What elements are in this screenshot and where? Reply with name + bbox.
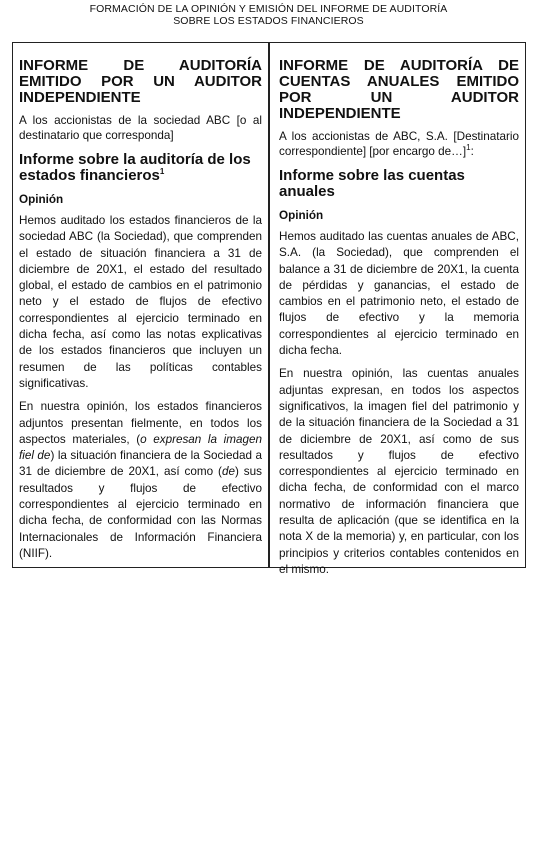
header-line-1: FORMACIÓN DE LA OPINIÓN Y EMISIÓN DEL INFORME DE AUDITORÍA (89, 3, 448, 15)
left-addressee: A los accionistas de la sociedad ABC [o al destinatario que corresponda] (19, 114, 262, 142)
column-divider-rule (269, 42, 270, 568)
left-section-title (19, 152, 262, 184)
left-section-title-text: Informe sobre la auditoría de los estados financieros (19, 151, 251, 184)
right-addressee (279, 129, 519, 159)
left-subheading: Opinión (19, 193, 64, 206)
left-paragraph-2-part-e: ) sus resultados y flujos de efectivo correspondientes al ejercicio terminado en dicha fecha, de conformidad con las Normas Internacionales de Información Financiera (NIIF). (19, 465, 262, 560)
page-header (0, 0, 537, 38)
right-addressee-footnote: 1 (466, 143, 471, 153)
left-report-title: INFORME DE AUDITORÍA EMITIDO POR UN AUDITOR INDEPENDIENTE (19, 57, 262, 106)
left-section-footnote: 1 (159, 167, 165, 176)
left-paragraph-2-italic-1: o expresan la imagen fiel de (19, 432, 262, 463)
right-paragraph-2: En nuestra opinión, las cuentas anuales adjuntas expresan, en todos los aspectos significativos, la imagen fiel del patrimonio y de la situación financiera de la Sociedad a 31 de diciembre de 20X1, así como de sus resultados y flujos de efectivo correspondientes al ejercicio terminado en dicha fecha, de conformidad con el marco normativo de información financiera que resulta de aplicación (que se identifica en la nota X de la memoria) y, en particular, con los principios y criterios contables contenidos en el mismo. (279, 367, 519, 576)
right-section-title: Informe sobre las cuentas anuales (279, 167, 465, 200)
right-subheading: Opinión (279, 209, 324, 222)
left-paragraph-2-part-a: En nuestra opinión, los estados financieros adjuntos presentan fielmente, en todos los aspectos materiales, ( (19, 400, 262, 446)
right-paragraph-1: Hemos auditado las cuentas anuales de ABC, S.A. (la Sociedad), que comprenden el balance a 31 de diciembre de 20X1, la cuenta de pérdidas y ganancias, el estado de cambios en el patrimonio neto, el estado de flujos de efectivo y la memoria correspondientes al ejercicio terminado en dicha fecha. (279, 230, 519, 358)
left-paragraph-2-italic-2: de (221, 465, 235, 479)
left-column (13, 43, 269, 567)
header-line-2: SOBRE LOS ESTADOS FINANCIEROS (173, 15, 364, 27)
left-paragraph-2-part-c: ) la situación financiera de la Sociedad a 31 de diciembre de 20X1, así como ( (19, 449, 262, 479)
right-column (269, 43, 525, 576)
right-addressee-text: A los accionistas de ABC, S.A. [Destinatario correspondiente] [por encargo de…] (279, 130, 519, 158)
right-report-title: INFORME DE AUDITORÍA DE CUENTAS ANUALES EMITIDO POR UN AUDITOR INDEPENDIENTE (279, 57, 519, 122)
left-paragraph-1: Hemos auditado los estados financieros de la sociedad ABC (la Sociedad), que comprenden el estado de situación financiera a 31 de diciembre de 20X1, el estado del resultado global, el estado de cambios en el patrimonio neto y el estado de flujos de efectivo correspondientes al ejercicio terminado en dicha fecha, así como las notas explicativas de los estados financieros que incluyen un resumen de las políticas contables significativas. (19, 214, 262, 390)
left-paragraph-2 (19, 399, 262, 562)
right-addressee-end: : (470, 145, 474, 158)
